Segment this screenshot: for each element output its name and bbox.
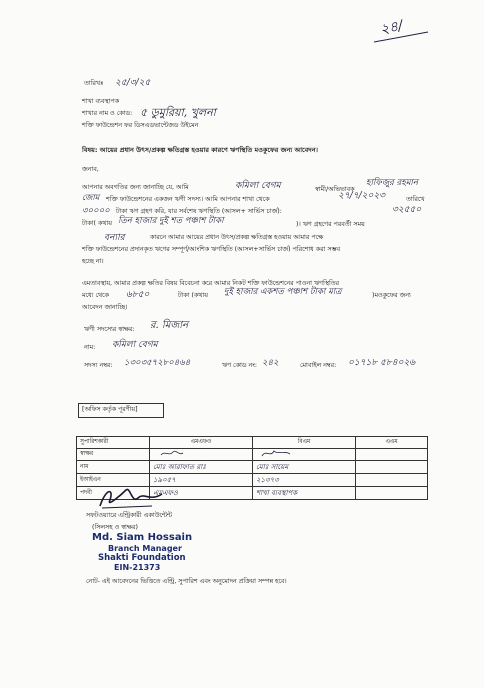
- am-ein: [356, 473, 428, 486]
- bm-signature-mark: [256, 449, 296, 458]
- mobile-hw: ০১৭১৮ ৫৮৪০২৬: [348, 358, 416, 368]
- date-label: তারিখঃ: [84, 80, 104, 87]
- footer-note: নোট- এই আবেদনের ভিত্তিতে এন্ট্রি, সুপারিশ এবং অনুমোদন প্রক্রিয়া সম্পন্ন হবে।: [86, 578, 287, 585]
- table-header-cell: সুপারিশকারী: [77, 437, 150, 449]
- p1-i: শক্তি ফাউন্ডেশনের প্রদানকৃত ঋণের সম্পূর্ণ/আংশিক ঋণস্থিতি (আসল+সার্ভিস চার্জ) পরিশোধ করা সম্ভব: [82, 246, 341, 253]
- table-header-cell: এএম: [356, 437, 428, 449]
- name-label: নাম:: [84, 344, 96, 351]
- name-hw: কমিলা বেগম: [112, 340, 158, 350]
- loan-code-label: ঋণ কোড নং:: [222, 362, 258, 369]
- accountant-line1: সফটওয়্যারে এন্ট্রিকারী একাউন্টেন্ট: [86, 512, 172, 519]
- loan-date-hw: ২৭/৭/২০২৩: [338, 191, 386, 201]
- p1-c-hw: জোম: [82, 193, 100, 202]
- outstanding-hw: ৩২৫৫০: [392, 205, 422, 215]
- waive-amount-hw: ৬৮৫০: [126, 290, 150, 300]
- am-name: [356, 460, 428, 473]
- stamp-org: Shakti Foundation: [98, 553, 186, 563]
- table-header-cell: বিএম: [253, 437, 356, 449]
- waive-words-hw: দুই হাজার একশত পঞ্চাশ টাকা মাত্র: [224, 287, 342, 297]
- member-no-hw: ১৩০৩৫৭২৮০৪৬৪: [124, 358, 191, 368]
- p2-b: মধ্যে থেকে: [82, 292, 109, 299]
- p1-d: তারিখে: [406, 196, 425, 203]
- mfo-signature: [150, 448, 253, 460]
- member-name-hw: কমিলা বেগম: [235, 181, 281, 191]
- stamp-ein: EIN-21373: [114, 563, 161, 572]
- stamp-name: Md. Siam Hossain: [92, 532, 193, 543]
- mfo-designation: এমএফও: [150, 486, 253, 499]
- mfo-name: মোঃ আরাফাত রাঃ: [150, 460, 253, 473]
- p1-a: আপনার অবগতির জন্য জানাচ্ছি যে, আমি: [82, 184, 189, 191]
- p2-c: টাকা (কথায়: [178, 292, 208, 299]
- member-no-label: সদস্য নম্বর:: [84, 362, 113, 369]
- bm-name: মোঃ সায়েম: [253, 460, 356, 473]
- p1-e: টাকা ঋণ গ্রহণ করি, যার সর্বশেষ ঋণস্থিতি (আসল+ সার্ভিস চার্জ):: [116, 208, 282, 215]
- p2-a: এমতাবস্থায়, আমার প্রকল্প ক্ষতির বিষয় বিবেচনা করে আমার নিকট শক্তি ফাউন্ডেশনের পাওনা ঋণস্থিতির: [82, 280, 339, 287]
- p1-j: হচ্ছে না।: [82, 258, 104, 265]
- p2-e: আবেদন জানাচ্ছি।: [82, 304, 128, 311]
- am-signature: [356, 448, 428, 460]
- page-number-underline: [372, 30, 432, 44]
- amount-words-hw: তিন হাজার দুই শত পঞ্চাশ টাকা: [118, 216, 224, 226]
- p1-f: টাকা( কথায়: [82, 220, 112, 227]
- row-label: স্বাক্ষর: [77, 448, 150, 460]
- date-value: ২৫/৩/২৫: [115, 78, 151, 88]
- p1-h: কারনে আমার আয়ের প্রধান উৎস/প্রকল্প ক্ষতিগ্রস্ত হওয়ায় আমার পক্ষে: [150, 234, 324, 241]
- sig-label: ঋণী সদস্যের স্বাক্ষর:: [84, 326, 135, 333]
- row-label: নাম: [77, 460, 150, 473]
- header-line3: শক্তি ফাউন্ডেশন ফর ডিসএডভান্টেজড উইমেন: [82, 122, 199, 129]
- mfo-ein: ১৯০৫৭: [150, 473, 253, 486]
- bm-ein: ২১৩৭৩: [253, 473, 356, 486]
- sig-hw: র. মিজান: [150, 320, 189, 331]
- table-row: [77, 460, 428, 473]
- bm-signature: [253, 448, 356, 460]
- loan-code-hw: ২৪২: [262, 358, 279, 368]
- row-label: পদবী: [77, 486, 150, 499]
- bm-designation: শাখা ব্যবস্থাপক: [253, 486, 356, 499]
- salutation: জনাব,: [82, 166, 99, 173]
- reason-hw: বন্যার: [104, 233, 125, 243]
- table-header-row: [77, 437, 428, 449]
- p1-c: শক্তি ফাউন্ডেশনের একজন ঋণী সদস্য। আমি আপনার শাখা থেকে: [106, 196, 270, 203]
- mobile-label: মোবাইল নম্বর:: [300, 362, 337, 369]
- mfo-signature-mark: [153, 449, 193, 458]
- subject: বিষয়: আয়ের প্রধান উৎস/প্রকল্প ক্ষতিগ্রস্ত হওয়ার কারণে ঋণস্থিতি মওকুফের জন্য আবেদন।: [82, 146, 318, 154]
- page-number: ২৪/: [378, 17, 405, 39]
- table-row: [77, 448, 428, 460]
- p1-b: স্বামী/অভিভাবক: [315, 186, 355, 193]
- guardian-hw: হাফিজুর রহমান: [366, 178, 418, 188]
- header-line1: শাখা ব্যবস্থাপক: [82, 98, 120, 105]
- p1-g: )। ঋণ গ্রহণের পরবর্তী সময়: [296, 221, 365, 228]
- office-use-label: [অফিস কর্তৃক পূরণীয়]: [82, 406, 138, 413]
- am-designation: [356, 486, 428, 499]
- stamp-title: Branch Manager: [108, 544, 182, 553]
- header-line2: শাখার নাম ও কোড:: [82, 110, 133, 117]
- row-label: ইআইএন: [77, 473, 150, 486]
- p2-d: )মওকুফের জন্য: [372, 292, 411, 299]
- loan-amount-hw: ৩০০০০: [82, 206, 110, 216]
- accountant-line2: (সিলসহ ও স্বাক্ষর): [92, 524, 138, 531]
- accountant-signature: [92, 484, 172, 512]
- table-header-cell: এমএফও: [150, 437, 253, 449]
- branch-name: ৫ ডুমুরিয়া, খুলনা: [140, 106, 216, 119]
